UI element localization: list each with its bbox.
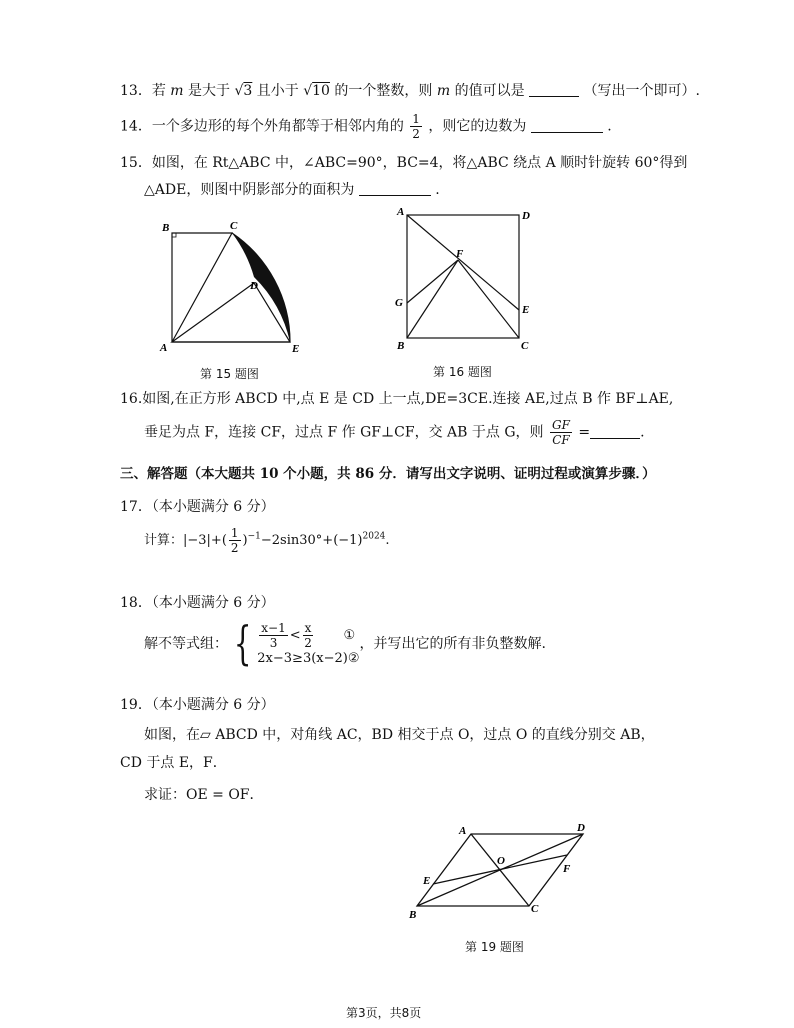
inequality-2: 2x−3≥3(x−2)② <box>257 650 360 666</box>
caption-19: 第 19 题图 <box>465 940 524 954</box>
right-angle-b <box>172 233 176 237</box>
label-D: D <box>522 210 530 222</box>
sqrt-10: √10 <box>303 83 330 99</box>
question-17-body: 计算：|−3|+( $\frac{1}{2}$ )$^{-1}-2\sin 30^\circ+(-1)^{2024}$. <box>144 526 390 555</box>
caption-16: 第 16 题图 <box>433 365 492 379</box>
answer-blank-13[interactable] <box>529 96 579 97</box>
shaded-region <box>172 233 290 342</box>
label-C: C <box>531 903 539 915</box>
label-G: G <box>395 297 403 309</box>
question-19-line3: 求证：OE = OF． <box>144 787 264 803</box>
figure-19 <box>405 818 595 928</box>
segment-bf <box>407 260 458 338</box>
question-19-line2: CD 于点 E，F． <box>120 755 227 771</box>
label-F: F <box>563 863 571 875</box>
answer-blank-15[interactable] <box>359 195 431 196</box>
outer-arc <box>232 233 290 342</box>
question-19-header: 19．（本小题满分 6 分） <box>120 697 275 713</box>
section-3-title: 三、解答题（本大题共 10 个小题，共 86 分．请写出文字说明、证明过程或演算步骤．） <box>120 466 656 482</box>
label-D: D <box>250 280 258 292</box>
question-15-line1: 15．如图，在 Rt△ABC 中，∠ABC=90°，BC=4，将△ABC 绕点 A 顺时针旋转 60°得到 <box>120 155 688 171</box>
question-18-header: 18．（本小题满分 6 分） <box>120 595 275 611</box>
label-F: F <box>456 248 464 260</box>
q13-number: 13． <box>120 83 152 99</box>
label-E: E <box>522 304 530 316</box>
segment-cf <box>458 260 519 338</box>
question-16-line1: 16.如图,在正方形 ABCD 中,点 E 是 CD 上一点,DE=3CE.连接 AE,过点 B 作 BF⊥AE, <box>120 391 674 407</box>
question-14: 14．一个多边形的每个外角都等于相邻内角的 $\frac{1}{2}$ ，则它的边数为 . <box>120 112 612 141</box>
sqrt-3: √3 <box>234 83 253 99</box>
segment-ae <box>407 215 519 310</box>
page-footer: 第3页，共8页 <box>346 1006 422 1020</box>
question-17-header: 17．（本小题满分 6 分） <box>120 499 275 515</box>
square-abcd <box>407 215 519 338</box>
answer-blank-14[interactable] <box>531 132 603 133</box>
question-19-line1: 如图，在▱ ABCD 中，对角线 AC，BD 相交于点 O，过点 O 的直线分别交 AB， <box>144 727 655 743</box>
figure-16 <box>392 203 537 353</box>
triangle-abc <box>172 233 232 342</box>
question-18-body: 解不等式组： { $\frac{x-1}{3}$ < $\frac{x}{2}$ ① 2x−3≥3(x−2)② ，并写出它的所有非负整数解. <box>144 616 546 670</box>
label-E: E <box>292 343 300 355</box>
question-16-line2: 垂足为点 F，连接 CF，过点 F 作 GF⊥CF，交 AB 于点 G，则 $\frac{GF}{CF}$ = . <box>144 418 645 447</box>
caption-15: 第 15 题图 <box>200 367 259 381</box>
fraction-one-half: $\frac{1}{2}$ <box>412 112 420 141</box>
fraction-gf-cf: $\frac{GF}{CF}$ <box>551 418 570 447</box>
system-brace: { <box>233 616 252 670</box>
inequality-1: $\frac{x-1}{3}$ < $\frac{x}{2}$ ① <box>261 620 356 650</box>
answer-blank-16[interactable] <box>590 438 640 439</box>
fraction-one-half-17: $\frac{1}{2}$ <box>230 526 239 555</box>
label-A: A <box>459 825 467 837</box>
label-A: A <box>160 342 168 354</box>
label-O: O <box>497 855 505 867</box>
label-E: E <box>423 875 431 887</box>
label-A: A <box>397 206 405 218</box>
question-15-line2: △ADE，则图中阴影部分的面积为 . <box>144 182 440 198</box>
label-D: D <box>577 822 585 834</box>
label-C: C <box>230 220 238 232</box>
question-13: 13．若 m 是大于 √3 且小于 √10 的一个整数，则 m 的值可以是 （写出一个即可）. <box>120 83 700 99</box>
figure-15 <box>150 215 320 360</box>
label-C: C <box>521 340 529 352</box>
label-B: B <box>162 222 170 234</box>
segment-gf <box>407 260 458 303</box>
label-B: B <box>397 340 405 352</box>
inequality-system <box>257 621 359 666</box>
label-B: B <box>409 909 417 921</box>
